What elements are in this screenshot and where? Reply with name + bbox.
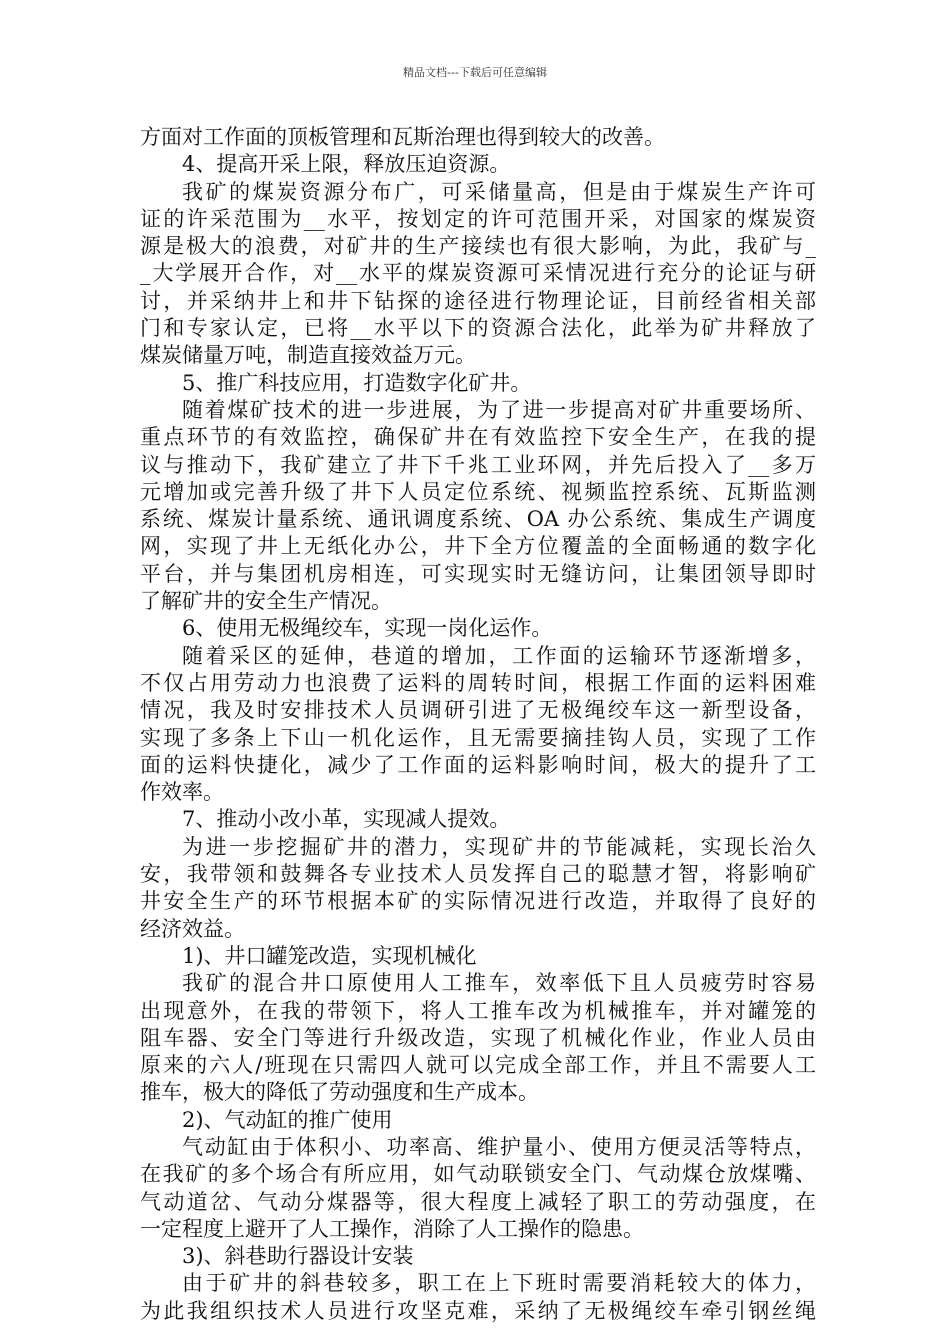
text-line: 原来的六人/班现在只需四人就可以完成全部工作，并且不需要人工 xyxy=(140,1053,816,1078)
text-line: 面的运料快捷化，减少了工作面的运料影响时间，极大的提升了工 xyxy=(140,752,816,777)
page-header: 精品文档---下载后可任意编辑 xyxy=(403,66,547,79)
text-line: 气动道岔、气动分煤器等，很大程度上减轻了职工的劳动强度，在 xyxy=(140,1189,816,1214)
text-line: 3)、斜巷助行器设计安装 xyxy=(182,1244,414,1269)
text-line: 网，实现了井上无纸化办公，井下全方位覆盖的全面畅通的数字化 xyxy=(140,534,816,559)
text-line: 了解矿井的安全生产情况。 xyxy=(140,589,392,614)
text-line: 元增加或完善升级了井下人员定位系统、视频监控系统、瓦斯监测 xyxy=(140,479,816,504)
text-line: 议与推动下，我矿建立了井下千兆工业环网，并先后投入了__多万 xyxy=(140,452,816,477)
text-line: 6、使用无极绳绞车，实现一岗化运作。 xyxy=(182,616,553,641)
text-line: 情况，我及时安排技术人员调研引进了无极绳绞车这一新型设备， xyxy=(140,698,816,723)
text-line: 为此我组织技术人员进行攻坚克难，采纳了无极绳绞车牵引钢丝绳 xyxy=(140,1298,816,1323)
text-line: 气动缸由于体积小、功率高、维护量小、使用方便灵活等特点， xyxy=(182,1134,816,1159)
text-line: 门和专家认定，已将__水平以下的资源合法化，此举为矿井释放了 xyxy=(140,316,816,341)
text-line: 推车，极大的降低了劳动强度和生产成本。 xyxy=(140,1080,539,1105)
text-line: 出现意外，在我的带领下，将人工推车改为机械推车，并对罐笼的 xyxy=(140,998,816,1023)
text-line: 随着煤矿技术的进一步进展，为了进一步提高对矿井重要场所、 xyxy=(182,397,816,422)
text-line: 系统、煤炭计量系统、通讯调度系统、OA 办公系统、集成生产调度 xyxy=(140,507,816,532)
text-line: 我矿的煤炭资源分布广，可采储量高，但是由于煤炭生产许可 xyxy=(182,179,816,204)
text-line: 一定程度上避开了人工操作，消除了人工操作的隐患。 xyxy=(140,1216,644,1241)
text-line: 2)、气动缸的推广使用 xyxy=(182,1107,393,1132)
text-line: 为进一步挖掘矿井的潜力，实现矿井的节能减耗，实现长治久 xyxy=(182,834,816,859)
document-body xyxy=(140,124,816,1325)
text-line: 重点环节的有效监控，确保矿井在有效监控下安全生产，在我的提 xyxy=(140,425,816,450)
text-line: 井安全生产的环节根据本矿的实际情况进行改造，并取得了良好的 xyxy=(140,889,816,914)
text-line: 方面对工作面的顶板管理和瓦斯治理也得到较大的改善。 xyxy=(140,125,665,149)
text-line: 1)、井口罐笼改造，实现机械化 xyxy=(182,943,477,968)
text-line: 不仅占用劳动力也浪费了运料的周转时间，根据工作面的运料困难 xyxy=(140,670,816,695)
text-line: 4、提高开采上限，释放压迫资源。 xyxy=(182,152,511,177)
text-line: 由于矿井的斜巷较多，职工在上下班时需要消耗较大的体力， xyxy=(182,1271,816,1296)
text-line: 在我矿的多个场合有所应用，如气动联锁安全门、气动煤仓放煤嘴、 xyxy=(140,1162,816,1187)
text-line: 我矿的混合井口原使用人工推车，效率低下且人员疲劳时容易 xyxy=(182,971,816,996)
text-line: 作效率。 xyxy=(140,780,224,805)
text-line: 平台，并与集团机房相连，可实现实时无缝访问，让集团领导即时 xyxy=(140,561,816,586)
text-line: _大学展开合作，对__水平的煤炭资源可采情况进行充分的论证与研 xyxy=(140,261,816,286)
text-line: 实现了多条上下山一机化运作，且无需要摘挂钩人员，实现了工作 xyxy=(140,725,816,750)
text-line: 随着采区的延伸，巷道的增加，工作面的运输环节逐渐增多， xyxy=(182,643,816,668)
text-line: 阻车器、安全门等进行升级改造，实现了机械化作业，作业人员由 xyxy=(140,1025,816,1050)
text-line: 安，我带领和鼓舞各专业技术人员发挥自己的聪慧才智，将影响矿 xyxy=(140,862,816,887)
text-line: 证的许采范围为__水平，按划定的许可范围开采，对国家的煤炭资 xyxy=(140,206,816,231)
text-line: 经济效益。 xyxy=(140,916,245,941)
text-line: 讨，并采纳井上和井下钻探的途径进行物理论证，目前经省相关部 xyxy=(140,288,816,313)
text-line: 5、推广科技应用，打造数字化矿井。 xyxy=(182,370,532,395)
text-line: 7、推动小改小革，实现减人提效。 xyxy=(182,807,511,832)
text-line: 煤炭储量万吨，制造直接效益万元。 xyxy=(140,343,476,368)
text-line: 源是极大的浪费，对矿井的生产接续也有很大影响，为此，我矿与_ xyxy=(140,234,816,259)
